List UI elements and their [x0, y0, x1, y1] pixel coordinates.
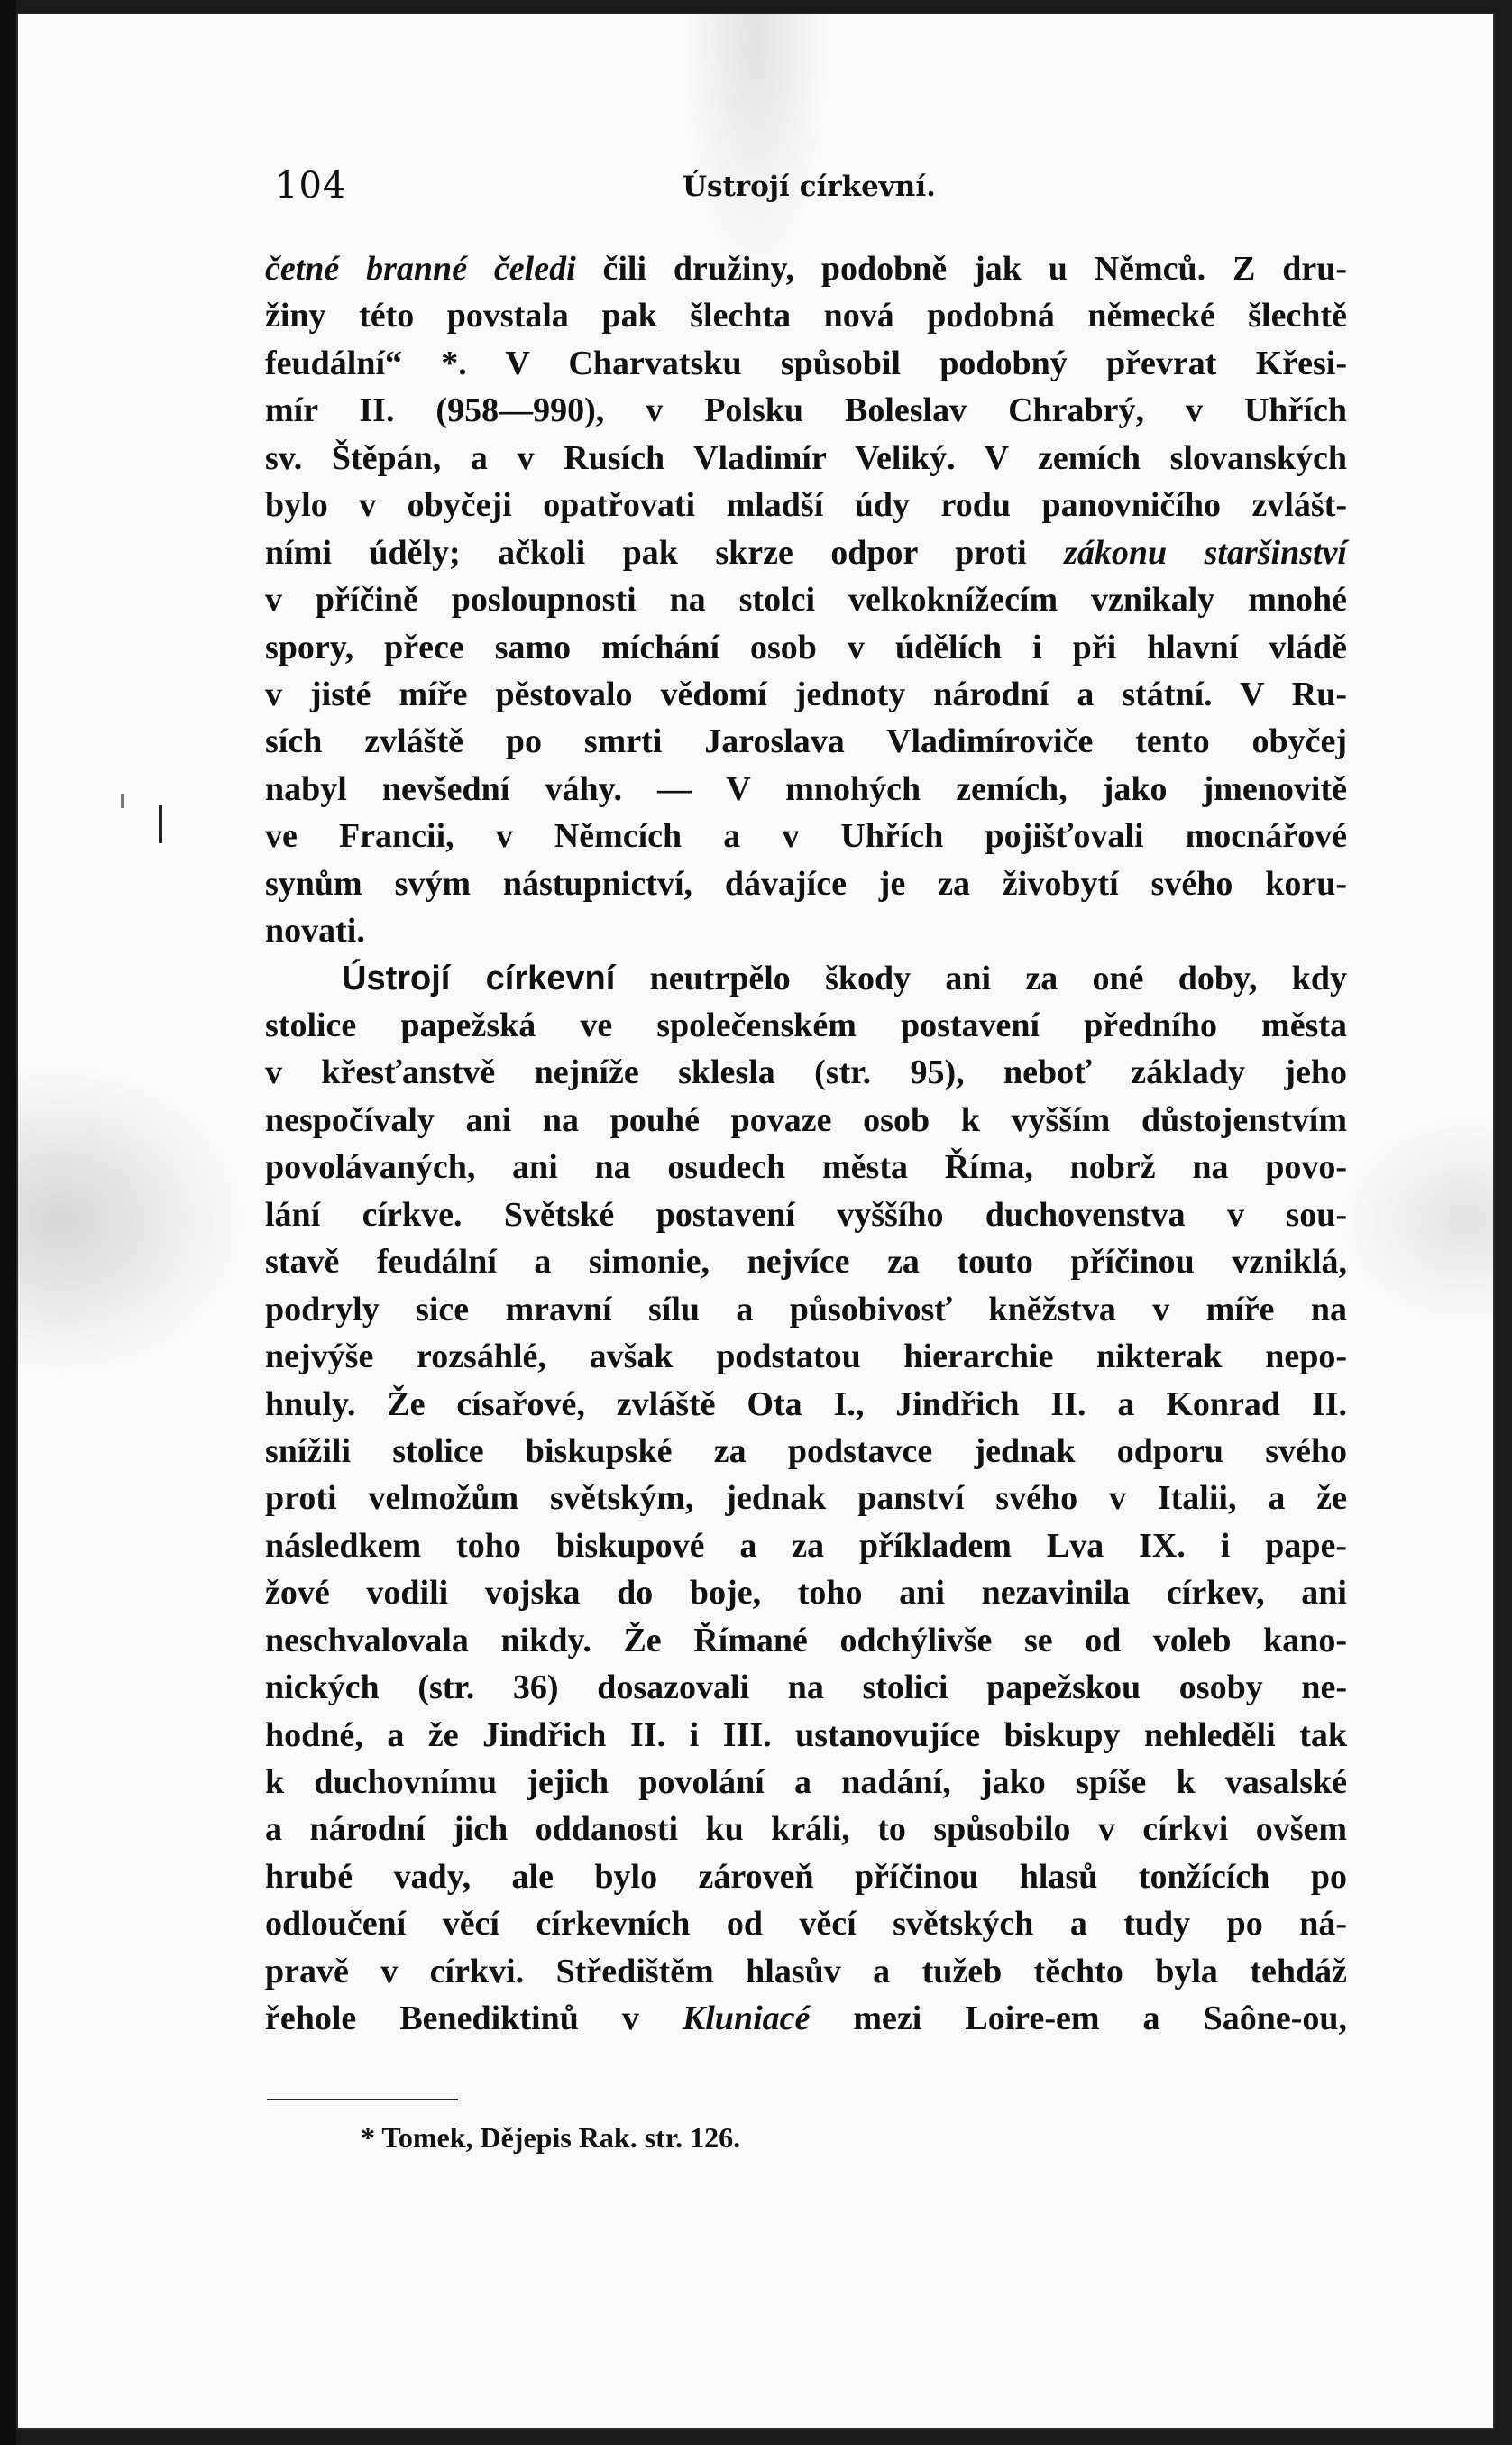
line-text: sv. Štěpán, a v Rusích Vladimír Veliký. V zemích slovanských	[265, 438, 1347, 477]
line-text: následkem toho biskupové a za příkladem Lva IX. i pape-	[265, 1526, 1347, 1565]
text-line	[265, 813, 1347, 859]
line-text: nespočívaly ani na pouhé povaze osob k vyšším důstojenstvím	[265, 1100, 1347, 1139]
section-lead: Ústrojí církevní	[342, 959, 616, 997]
line-text: proti velmožům světským, jednak panství svého v Italii, a že	[265, 1479, 1347, 1518]
text-line	[265, 1617, 1347, 1664]
footnote-rule	[267, 2099, 458, 2100]
line-text: spory, přece samo míchání osob v údělích i při hlavní vládě	[265, 628, 1347, 666]
line-text: hnuly. Že císařové, zvláště Ota I., Jindřich II. a Konrad II.	[265, 1384, 1347, 1423]
text-line	[265, 1948, 1347, 1995]
line-text: bylo v obyčeji opatřovati mladší údy rodu panovničího zvlášt-	[265, 486, 1347, 525]
text-line	[265, 1144, 1347, 1190]
italic-phrase: četné branné čeledi	[265, 250, 576, 288]
text-line	[265, 1664, 1347, 1711]
running-head: Ústrojí církevní.	[683, 170, 936, 203]
text-line	[265, 1475, 1347, 1521]
text-line	[265, 387, 1347, 434]
text-line	[265, 1238, 1347, 1285]
line-text: snížili stolice biskupské za podstavce jednak odporu svého	[265, 1431, 1347, 1470]
text-line	[265, 1569, 1347, 1616]
line-text: neutrpělo škody ani za oné doby, kdy	[615, 959, 1347, 997]
text-line	[265, 1333, 1347, 1380]
line-text: synům svým nástupnictví, dávajíce je za živobytí svého koru-	[265, 864, 1347, 903]
text-line	[265, 1428, 1347, 1475]
text-line	[265, 955, 1347, 1002]
text-line	[265, 1853, 1347, 1900]
margin-mark	[121, 794, 124, 808]
line-text: žové vodili vojska do boje, toho ani nezavinila církev, ani	[265, 1574, 1347, 1613]
line-text: neschvalovala nikdy. Že Římané odchýlivše se od voleb kano-	[265, 1621, 1347, 1659]
text-line	[265, 1002, 1347, 1049]
line-text: nických (str. 36) dosazovali na stolici papežskou osoby ne-	[265, 1668, 1347, 1707]
line-text: mír II. (958—990), v Polsku Boleslav Chrabrý, v Uhřích	[265, 391, 1347, 430]
line-text: stolice papežská ve společenském postavení předního města	[265, 1006, 1347, 1044]
line-text: ve Francii, v Němcích a v Uhřích pojišťovali mocnářové	[265, 817, 1347, 856]
text-line	[265, 1522, 1347, 1569]
line-text: pravě v církvi. Středištěm hlasův a tužeb těchto byla tehdáž	[265, 1952, 1347, 1990]
text-line	[265, 1286, 1347, 1333]
text-line	[265, 1191, 1347, 1238]
line-text: mezi Loire-em a Saône-ou,	[810, 1999, 1347, 2038]
text-line	[265, 529, 1347, 576]
text-line	[265, 1995, 1347, 2042]
book-spine-shadow	[0, 0, 16, 2445]
line-text: ními úděly; ačkoli pak skrze odpor proti	[265, 533, 1065, 572]
margin-mark	[159, 805, 162, 843]
line-text: stavě feudální a simonie, nejvíce za touto příčinou vzniklá,	[265, 1243, 1347, 1282]
text-line	[265, 624, 1347, 671]
text-line	[265, 1097, 1347, 1144]
line-text: v křesťanstvě nejníže sklesla (str. 95), neboť základy jeho	[265, 1053, 1347, 1092]
line-text: v jisté míře pěstovalo vědomí jednoty národní a státní. V Ru-	[265, 675, 1347, 713]
text-line	[265, 860, 1347, 907]
text-line	[265, 718, 1347, 765]
text-line	[265, 245, 1347, 292]
line-text: sích zvláště po smrti Jaroslava Vladimíroviče tento obyčej	[265, 722, 1347, 761]
page-header	[275, 165, 1370, 219]
line-text: k duchovnímu jejich povolání a nadání, jako spíše k vasalské	[265, 1763, 1347, 1801]
text-line	[265, 766, 1347, 813]
text-line	[265, 1900, 1347, 1947]
line-text: lání církve. Světské postavení vyššího duchovenstva v sou-	[265, 1195, 1347, 1234]
line-text: povolávaných, ani na osudech města Říma, nobrž na povo-	[265, 1148, 1347, 1187]
line-text: odloučení věcí církevních od věcí světských a tudy po ná-	[265, 1905, 1347, 1944]
page-number: 104	[275, 165, 347, 207]
text-line	[265, 435, 1347, 482]
line-text: nabyl nevšední váhy. — V mnohých zemích, jako jmenovitě	[265, 769, 1347, 808]
italic-phrase: Kluniacé	[682, 1999, 811, 2038]
text-line	[265, 482, 1347, 529]
line-text: žiny této povstala pak šlechta nová podobná německé šlechtě	[265, 297, 1347, 335]
line-text: řehole Benediktinů v	[265, 1999, 683, 2038]
italic-phrase: zákonu staršinství	[1064, 533, 1347, 572]
line-text: čili družiny, podobně jak u Němců. Z dru-	[575, 250, 1347, 288]
text-line	[265, 576, 1347, 623]
text-line	[265, 340, 1347, 387]
line-text: hodné, a že Jindřich II. i III. ustanovujíce biskupy nehleděli tak	[265, 1715, 1347, 1754]
line-text: podryly sice mravní sílu a působivosť kněžstva v míře na	[265, 1290, 1347, 1328]
line-text: v příčině posloupnosti na stolci velkoknížecím vznikaly mnohé	[265, 581, 1347, 620]
text-line	[265, 1049, 1347, 1096]
body-text	[265, 245, 1347, 2043]
line-text: a národní jich oddanosti ku králi, to spůsobilo v církvi ovšem	[265, 1810, 1347, 1849]
line-text: feudální“ *. V Charvatsku spůsobil podobný převrat Křesi-	[265, 344, 1347, 382]
footnote: * Tomek, Dějepis Rak. str. 126.	[361, 2121, 741, 2154]
text-line	[265, 907, 1347, 954]
text-line	[265, 1806, 1347, 1852]
line-text: novati.	[265, 912, 365, 951]
line-text: hrubé vady, ale bylo zároveň příčinou hlasů tonžících po	[265, 1857, 1347, 1896]
text-line	[265, 1759, 1347, 1806]
text-line	[265, 292, 1347, 339]
text-line	[265, 671, 1347, 718]
text-line	[265, 1381, 1347, 1428]
text-line	[265, 1712, 1347, 1759]
line-text: nejvýše rozsáhlé, avšak podstatou hierarchie nikterak nepo-	[265, 1337, 1347, 1376]
